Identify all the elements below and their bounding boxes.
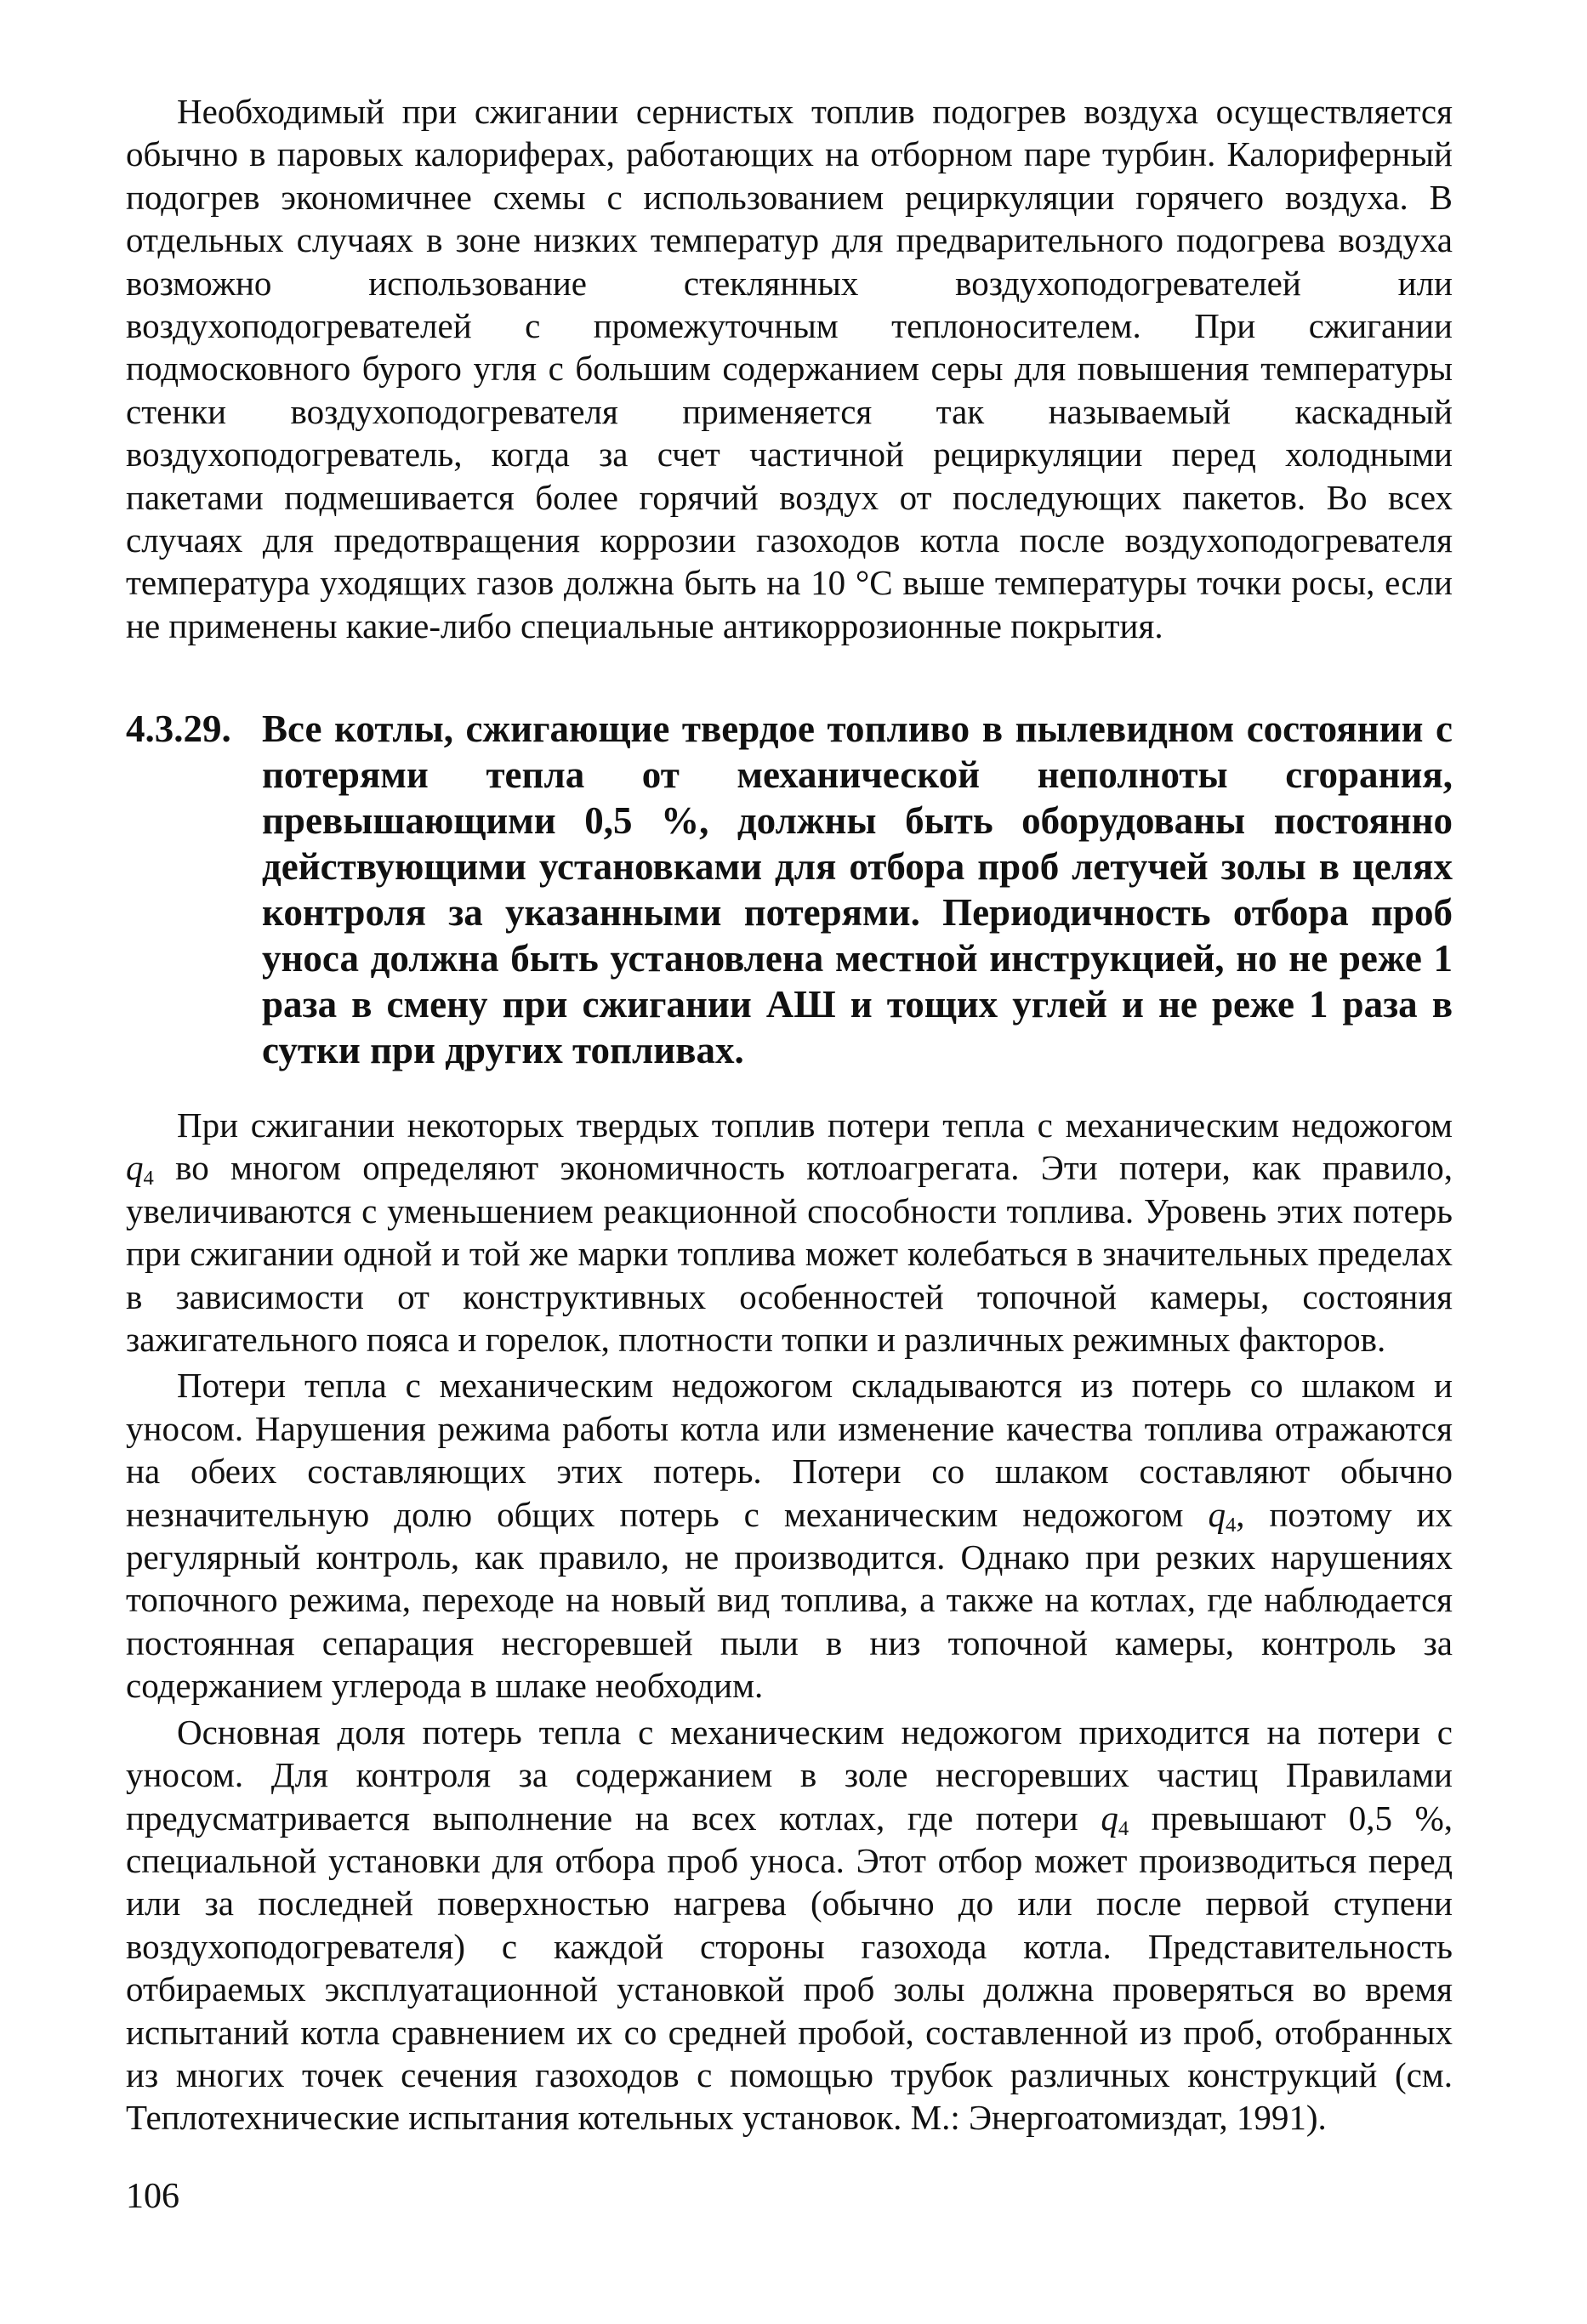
clause-number: 4.3.29. xyxy=(126,707,231,750)
q4-subscript: 4 xyxy=(1118,1816,1129,1840)
body-paragraph-2 xyxy=(126,1364,1453,1707)
body-section xyxy=(126,1104,1453,2139)
body-paragraph-1-start: При сжигании некоторых твердых топлив потери тепла с механическим недожогом xyxy=(177,1105,1453,1145)
body-paragraph-3-end: превышают 0,5 %, специальной установки для отбора проб уноса. Этот отбор может производиться перед или за последней поверхностью нагрева (обычно до или после первой ступени воздухоподогревателя) с каждой стороны газохода котла. Представительность отбираемых эксплуатационной установкой проб золы должна проверяться во время испытаний котла сравнением их со средней пробой, составленной из проб, отобранных из многих точек сечения газоходов с помощью трубок различных конструкций (см. Теплотехнические испытания котельных установок. М.: Энергоатомиздат, 1991). xyxy=(126,1798,1453,2138)
body-paragraph-3 xyxy=(126,1711,1453,2139)
body-paragraph-2-end: , поэтому их регулярный контроль, как правило, не производится. Однако при резких нарушениях топочного режима, переходе на новый вид топлива, а также на котлах, где наблюдается постоянная сепарация несгоревшей пыли в низ топочной камеры, контроль за содержанием углерода в шлаке необходим. xyxy=(126,1494,1453,1706)
intro-paragraph: Необходимый при сжигании сернистых топлив подогрев воздуха осуществляется обычно в паровых калориферах, работающих на отборном паре турбин. Калориферный подогрев экономичнее схемы с использованием рециркуляции горячего воздуха. В отдельных случаях в зоне низких температур для предварительного подогрева воздуха возможно использование стеклянных воздухоподогревателей или воздухоподогревателей с промежуточным теплоносителем. При сжигании подмосковного бурого угля с большим содержанием серы для повышения температуры стенки воздухоподогревателя применяется так называемый каскадный воздухоподогреватель, когда за счет частичной рециркуляции перед холодными пакетами подмешивается более горячий воздух от последующих пакетов. Во всех случаях для предотвращения коррозии газоходов котла после воздухоподогревателя температура уходящих газов должна быть на 10 °С выше температуры точки росы, если не применены какие-либо специальные антикоррозионные покрытия. xyxy=(126,92,1453,645)
body-paragraph-1 xyxy=(126,1104,1453,1361)
page-number: 106 xyxy=(126,2177,179,2216)
q4-symbol: q xyxy=(1208,1494,1226,1534)
q4-subscript: 4 xyxy=(143,1167,154,1190)
clause-text: Все котлы, сжигающие твердое топливо в пылевидном состоянии с потерями тепла от механической неполноты сгорания, превышающими 0,5 %, должны быть оборудованы постоянно действующими установками для отбора проб летучей золы в целях контроля за указанными потерями. Периодичность отбора проб уноса должна быть установлена местной инструкцией, но не реже 1 раза в смену при сжигании АШ и тощих углей и не реже 1 раза в сутки при других топливах. xyxy=(262,707,1453,1071)
body-paragraph-3-start: Основная доля потерь тепла с механическим недожогом приходится на потери с уносом. Для контроля за содержанием в золе несгоревших частиц Правилами предусматривается выполнение на всех котлах, где потери xyxy=(126,1712,1453,1838)
q4-symbol: q xyxy=(1101,1798,1118,1838)
q4-subscript: 4 xyxy=(1225,1513,1237,1537)
q4-symbol: q xyxy=(126,1148,144,1188)
intro-section xyxy=(126,90,1453,647)
body-paragraph-2-start: Потери тепла с механическим недожогом складываются из потерь со шлаком и уносом. Нарушения режима работы котла или изменение качества топлива отражаются на обеих составляющих этих потерь. Потери со шлаком составляют обычно незначительную долю общих потерь с механическим недожогом xyxy=(126,1366,1453,1534)
body-paragraph-1-end: во многом определяют экономичность котлоагрегата. Эти потери, как правило, увеличиваются с уменьшением реакционной способности топлива. Уровень этих потерь при сжигании одной и той же марки топлива может колебаться в значительных пределах в зависимости от конструктивных особенностей топочной камеры, состояния зажигательного пояса и горелок, плотности топки и различных режимных факторов. xyxy=(126,1148,1453,1360)
